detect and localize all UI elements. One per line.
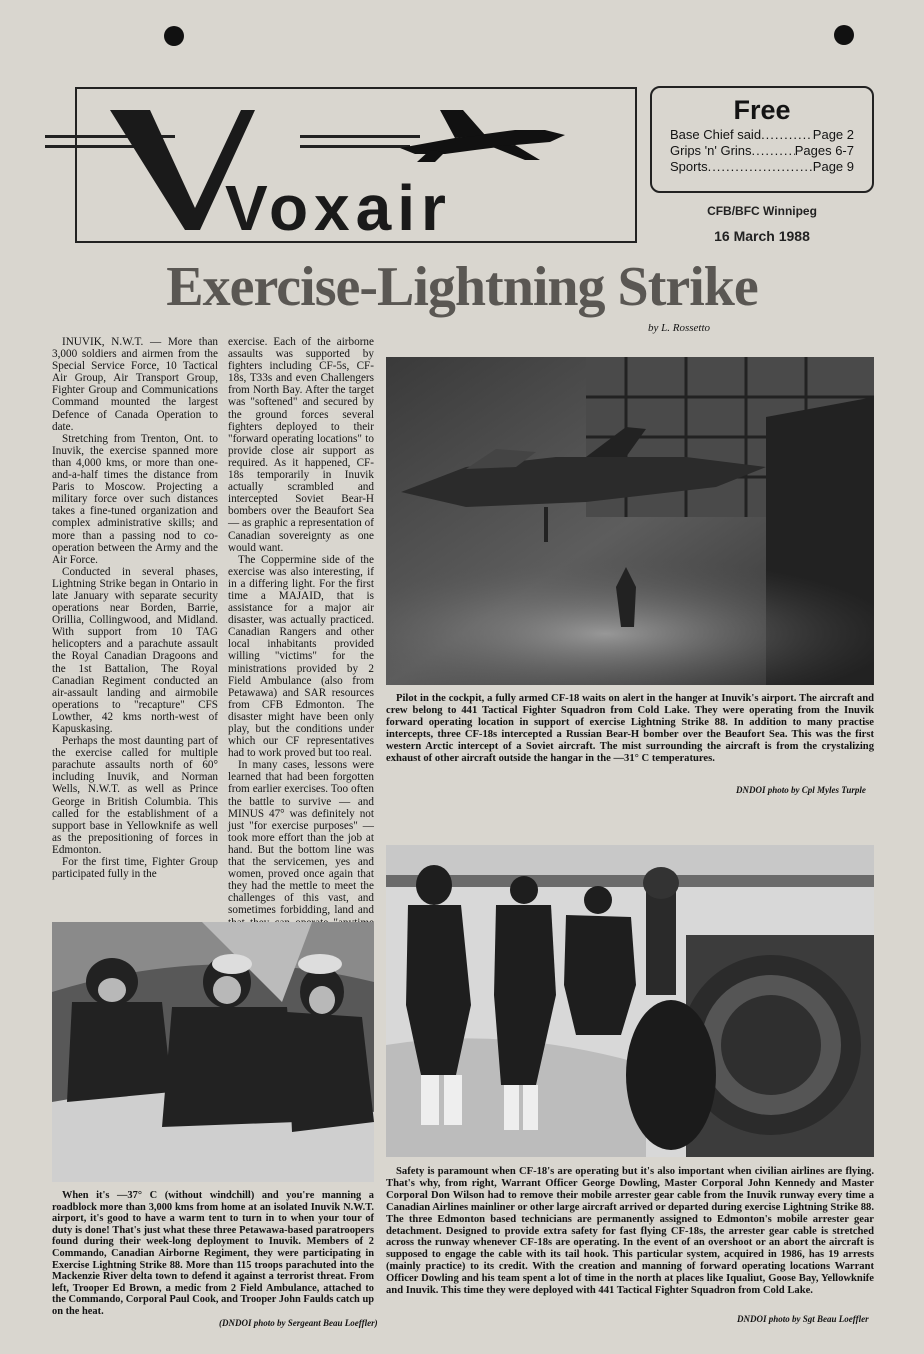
punch-hole-right (834, 25, 854, 45)
photo-caption: When it's —37° C (without windchill) and you're manning a roadblock more than 3,000 kms from home at an isolated Inuvik N.W.T. airport, it's good to have a warm tent to turn in to when your tour of duty is done! That's just what these three Petawawa-based paratroopers found during their week-long deployment to Inuvik. Members of 2 Commando, Canadian Airborne Regiment, they were participating in Exercise Lightning Strike 88. More than 115 troops parachuted into the Mackenzie River delta town to defend it against a terrorist threat. From left, Trooper Ed Brown, a medic from 2 Field Ambulance, attached to the Commando, Corporal Paul Cook, and Trooper John Faulds catch up on the heat. (52, 1190, 374, 1317)
photo-arrester-crew (386, 845, 874, 1157)
article-column-1 (52, 336, 218, 880)
index-title: Free (733, 95, 791, 125)
paragraph: Perhaps the most daunting part of the exercise called for multiple parachute assaults north of 60° including Inuvik, and Norman Wells, N.W.T. as well as Prince George in British Columbia. This called for the establishment of a support base in Yellowknife as well as the prepositioning of forces in Edmonton. (52, 735, 218, 856)
index-item: Sports ..... Page 9 (670, 159, 854, 175)
photo-credit: DNDOI photo by Cpl Myles Turple (736, 785, 866, 795)
paragraph: Stretching from Trenton, Ont. to Inuvik, the exercise spanned more than 4,000 kms, or more than one-and-a-half times the distance from Paris to Moscow. Projecting a military force over such distances takes a fine-tuned organization and complex administrative skills; and more than a passing nod to co-operation between the Army and the Air Force. (52, 432, 218, 566)
punch-hole-left (164, 26, 184, 46)
paragraph: INUVIK, N.W.T. — More than 3,000 soldiers and airmen from the Special Service Force, 10 Tactical Air Group, Air Transport Group, Fighter Group and Communications Command mounted the largest Defence of Canada Operation to date. (52, 336, 218, 433)
paragraph: The Coppermine side of the exercise was also interesting, if in a differing light. For the first time a MAJAID, that is assistance for a major air disaster, was actually practiced. Canadian Rangers and other local inhabitants provided willing "victims" for the ministrations provided by 2 Field Ambulance (also from Petawawa) and SAR resources from CFB Edmonton. The disaster might have been only play, but the conditions under which our CF representatives had to work proved but too real. (228, 553, 374, 760)
paragraph: exercise. Each of the airborne assaults was supported by fighters including CF-5s, CF-18s, T33s and even Challengers from North Bay. After the target was "softened" and secured by the ground forces several fighters deployed to their "forward operating locations" to provide close air support as required. As it happened, CF-18s temporarily in Inuvik actually scrambled and intercepted Soviet Bear-H bombers over the Beaufort Sea — as graphic a representation of Canadian sovereignty as one would want. (228, 336, 374, 554)
index-item: Grips 'n' Grins ..... Pages 6-7 (670, 143, 854, 159)
svg-text:Voxair: Voxair (225, 172, 452, 240)
index-box (650, 86, 874, 193)
paragraph: In many cases, lessons were learned that had been forgotten from earlier exercises. Too often the battle to survive — and MINUS 47° was definitely not just "for exercise purposes" — took more effort than the job at hand. But the bottom line was that the servicemen, yes and women, proved once again that they had the mettle to meet the challenges of this vast, and sometimes forbidding, land and (228, 759, 374, 917)
paragraph: Conducted in several phases, Lightning Strike began in Ontario in late January with separate security operations near Borden, Barrie, Orillia, Collingwood, and Midland. With support from 10 TAG helicopters and a parachute assault the Royal Canadian Dragoons and the 1st Battalion, The Royal Canadian Regiment conducted an air-assault landing and airmobile operations to "recapture" CFS Lowther, 42 kms north-west of Kapuskasing. (52, 565, 218, 735)
article-headline: Exercise-Lightning Strike (166, 256, 758, 318)
photo-credit: DNDOI photo by Sgt Beau Loeffler (737, 1314, 869, 1324)
photo-tent-paratroopers (52, 922, 374, 1182)
masthead-logo (45, 90, 645, 240)
paragraph: For the first time, Fighter Group participated fully in the (52, 856, 218, 881)
dateline-location: CFB/BFC Winnipeg (707, 204, 817, 218)
article-byline: by L. Rossetto (648, 322, 711, 334)
photo-caption: Pilot in the cockpit, a fully armed CF-18 waits on alert in the hanger at Inuvik's airport. The aircraft and crew belong to 441 Tactical Fighter Squadron from Cold Lake. They were operating from the Inuvik forward operating location in support of exercise Lightning Strike 88. In addition to many practise intercepts, three CF-18s intercepted a Russian Bear-H bomber over the Beaufort Sea. This was the first western Arctic intercept of a Soviet aircraft. The mist surrounding the aircraft is from the crystalizing exhaust of other aircraft outside the hangar in the —31° C temperatures. (386, 693, 874, 764)
photo-caption: Safety is paramount when CF-18's are operating but it's also important when civilian airlines are flying. That's why, from right, Warrant Officer George Dowling, Master Corporal John Kennedy and Master Corporal Don Wilson had to remove their mobile arrester gear cable from the Inuvik runway every time a Canadian Airlines mainliner or other large aircraft arrived or departed during exercise Lightning Strike 88. The three Edmonton based technicians are permanently assigned to Edmonton's mobile arrester gear detachment. Designed to provide extra safety for fast flying CF-18s, the arrester gear cable is stretched across the runway whenever CF-18s are operating. In the event of an overshoot or an abort the aircraft is supposed to engage the cable with its tail hook. This particular system, acquired in 1986, has 19 arrests (mainly practice) to its credit. With the creation and manning of forward operating locations Warrant Officer Dowling and his team spent a lot of time in the north at places like Iqualiut, Goose Bay, Yellowknife and Inuvik. This time they were deployed with 441 Tactical Fighter Squadron from Cold Lake. (386, 1166, 874, 1297)
article-column-2 (228, 336, 374, 941)
index-item: Base Chief said ..... Page 2 (670, 127, 854, 143)
fighter-jet-icon (400, 110, 565, 162)
dateline-date: 16 March 1988 (714, 228, 810, 244)
photo-cf18-hangar (386, 357, 874, 685)
photo-credit: (DNDOI photo by Sergeant Beau Loeffler) (219, 1318, 378, 1328)
